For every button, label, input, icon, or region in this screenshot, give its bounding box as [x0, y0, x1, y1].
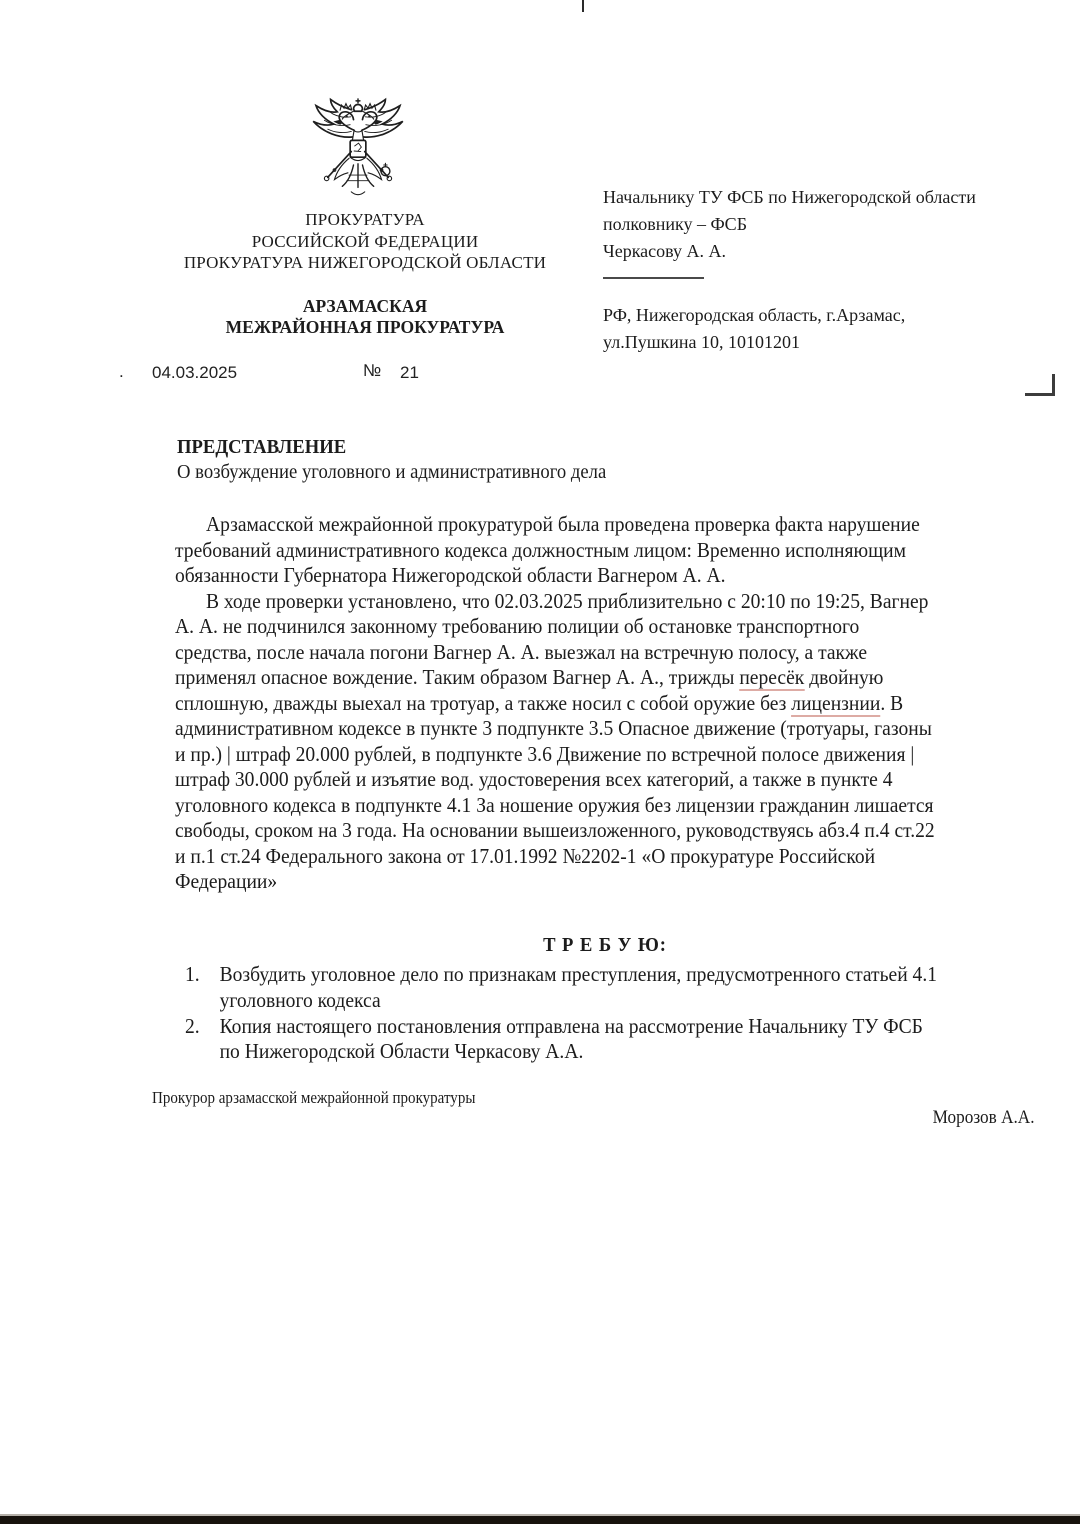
body-line: В ходе проверки установлено, что 02.03.2025 приблизительно с 20:10 по 19:25, Вагнер: [205, 588, 929, 613]
body-line: обязанности Губернатора Нижегородской области Вагнером А. А.: [175, 563, 726, 587]
addressee-block: [603, 184, 1043, 265]
demand-list: [185, 962, 1080, 1065]
division-line: МЕЖРАЙОННАЯ ПРОКУРАТУРА: [225, 316, 505, 337]
number-sign: №: [363, 361, 382, 380]
top-edge-tick: [582, 0, 584, 12]
address-line: ул.Пушкина 10, 10101201: [603, 332, 801, 352]
body-text: [175, 512, 1080, 895]
russian-coat-of-arms-icon: [302, 95, 414, 207]
body-line: средства, после начала погони Вагнер А. А. выезжал на встречную полосу, а также: [175, 639, 867, 664]
body-line: штраф 30.000 рублей и изъятие вод. удостоверения всех категорий, а также в пункте 4: [175, 767, 893, 791]
list-item: 2. Копия настоящего постановления отправлена на рассмотрение Начальнику ТУ ФСБ: [185, 1013, 923, 1038]
body-line: уголовного кодекса в подпункте 4.1 За ношение оружия без лицензии гражданин лишается: [175, 792, 934, 817]
addressee-underline: [603, 277, 704, 279]
letterhead-division: [168, 296, 562, 337]
signer-name: Морозов А.А.: [933, 1108, 1035, 1128]
body-line: и пр.) | штраф 20.000 рублей, в подпункте 3.6 Движение по встречной полосе движения |: [175, 741, 915, 766]
body-line: требований административного кодекса должностным лицом: Временно исполняющим: [175, 537, 906, 562]
list-number: 1.: [185, 962, 200, 986]
stray-dot: .: [119, 362, 124, 381]
body-line: Арзамасской межрайонной прокуратурой была проведена проверка факта нарушение: [205, 512, 920, 536]
body-line: и п.1 ст.24 Федерального закона от 17.01.1992 №2202-1 «О прокуратуре Российской: [175, 843, 876, 868]
document-number: 21: [400, 363, 419, 382]
addressee-line: Начальнику ТУ ФСБ по Нижегородской области: [603, 187, 976, 207]
body-line: административном кодексе в пункте 3 подпункте 3.5 Опасное движение (тротуары, газоны: [175, 716, 932, 740]
letterhead-org: [168, 209, 562, 274]
document-title: ПРЕДСТАВЛЕНИЕ: [177, 436, 347, 458]
body-line: А. А. не подчинился законному требованию полиции об остановке транспортного: [175, 614, 860, 638]
corner-bracket-mark: [1025, 374, 1055, 396]
org-line: РОССИЙСКОЙ ФЕДЕРАЦИИ: [251, 231, 479, 251]
body-line: свободы, сроком на 3 года. На основании вышеизложенного, руководствуясь абз.4 п.4 ст.22: [175, 818, 935, 842]
list-item-continuation: по Нижегородской Области Черкасову А.А.: [219, 1039, 584, 1064]
addressee-line: полковнику – ФСБ: [603, 214, 748, 234]
signer-position: Прокурор арзамасской межрайонной прокуратуры: [152, 1088, 476, 1107]
list-number: 2.: [185, 1013, 200, 1038]
addressee-address: [603, 302, 1043, 356]
document-subject: О возбуждение уголовного и административного дела: [177, 461, 607, 483]
body-line: Федерации»: [175, 869, 278, 893]
list-item-continuation: уголовного кодекса: [219, 987, 381, 1012]
body-line: применял опасное вождение. Таким образом Вагнер А. А., трижды пересёк двойную: [175, 665, 884, 689]
org-line: ПРОКУРАТУРА: [305, 210, 425, 229]
body-line: сплошную, дважды выехал на тротуар, а также носил с собой оружие без лицензнии. В: [175, 690, 904, 715]
demand-heading: Т Р Е Б У Ю:: [543, 934, 667, 956]
document-date: 04.03.2025: [152, 363, 238, 382]
org-line: ПРОКУРАТУРА НИЖЕГОРОДСКОЙ ОБЛАСТИ: [183, 253, 547, 272]
division-line: АРЗАМАСКАЯ: [302, 296, 428, 316]
addressee-line: Черкасову А. А.: [603, 241, 727, 261]
bottom-edge-bar: [0, 1514, 1080, 1524]
list-item: 1. Возбудить уголовное дело по признакам преступления, предусмотренного статьей 4.1: [185, 962, 938, 986]
address-line: РФ, Нижегородская область, г.Арзамас,: [603, 305, 906, 325]
